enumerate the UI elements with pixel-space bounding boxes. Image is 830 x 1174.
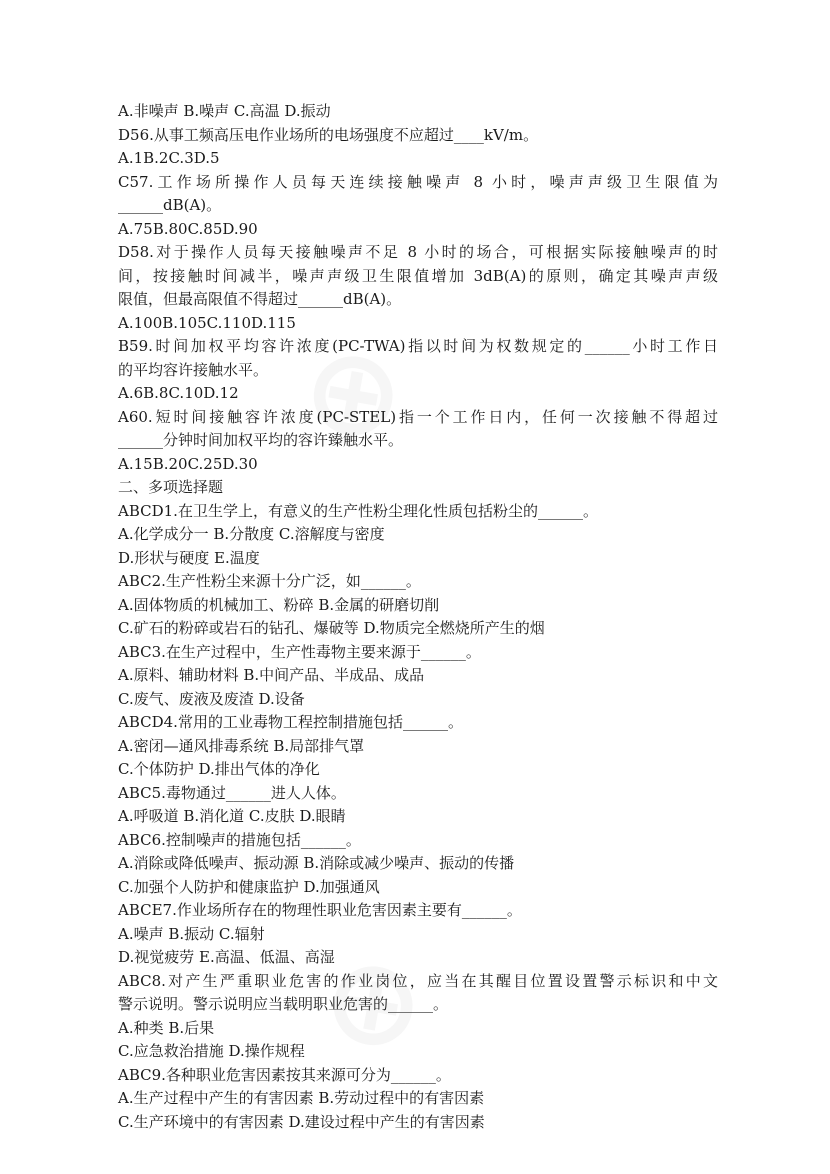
text-line: A.种类 B.后果 bbox=[118, 1018, 215, 1037]
text-line: ABCD1.在卫生学上，有意义的生产性粉尘理化性质包括粉尘的______。 bbox=[118, 501, 598, 520]
text-line: ABC6.控制噪声的措施包括______。 bbox=[118, 830, 361, 849]
text-line: ______分钟时间加权平均的容许臻触水平。 bbox=[118, 431, 404, 449]
text-line: D.视觉疲劳 E.高温、低温、高湿 bbox=[118, 948, 335, 966]
text-line: C.生产环境中的有害因素 D.建设过程中产生的有害因素 bbox=[118, 1112, 485, 1131]
text-line: A.原料、辅助材料 B.中间产品、半成品、成品 bbox=[118, 666, 425, 684]
text-line: D56.从事工频高压电作业场所的电场强度不应超过____kV/m。 bbox=[118, 125, 539, 144]
text-line: B59.时间加权平均容许浓度(PC-TWA)指以时间为权数规定的______小时工作日 bbox=[118, 337, 718, 355]
text-line: ABCD4.常用的工业毒物工程控制措施包括______。 bbox=[118, 713, 463, 731]
text-line: A.15B.20C.25D.30 bbox=[118, 454, 258, 473]
text-line: 限值，但最高限值不得超过______dB(A)。 bbox=[118, 290, 402, 308]
text-line: ABC9.各种职业危害因素按其来源可分为______。 bbox=[118, 1065, 451, 1084]
text-line: 二、多项选择题 bbox=[118, 478, 224, 496]
text-line: D.形状与硬度 E.温度 bbox=[118, 548, 260, 567]
text-line: D58.对于操作人员每天接触噪声不足 8 小时的场合，可根据实际接触噪声的时 bbox=[118, 243, 718, 261]
text-line: A60.短时间接触容许浓度(PC-STEL)指一个工作日内，任何一次接触不得超过 bbox=[118, 407, 718, 426]
text-line: A.1B.2C.3D.5 bbox=[118, 149, 220, 167]
text-line: A.呼吸道 B.消化道 C.皮肤 D.眼睛 bbox=[118, 807, 346, 825]
text-line: A.75B.80C.85D.90 bbox=[118, 219, 258, 238]
text-line: C.加强个人防护和健康监护 D.加强通风 bbox=[118, 877, 380, 896]
text-line: C.矿石的粉碎或岩石的钻孔、爆破等 D.物质完全燃烧所产生的烟 bbox=[118, 619, 545, 637]
text-line: A.生产过程中产生的有害因素 B.劳动过程中的有害因素 bbox=[118, 1089, 485, 1107]
text-line: A.固体物质的机械加工、粉碎 B.金属的研磨切削 bbox=[118, 595, 440, 614]
text-line: A.100B.105C.110D.115 bbox=[118, 313, 296, 332]
text-line: A.密闭—通风排毒系统 B.局部排气罩 bbox=[118, 736, 365, 755]
text-line: 间，按接触时间减半，噪声声级卫生限值增加 3dB(A)的原则，确定其噪声声级 bbox=[118, 266, 718, 285]
text-line: A.消除或降低噪声、振动源 B.消除或减少噪声、振动的传播 bbox=[118, 854, 515, 872]
text-line: C57.工作场所操作人员每天连续接触噪声 8 小时，噪声声级卫生限值为 bbox=[118, 172, 718, 191]
text-line: C.应急救治措施 D.操作规程 bbox=[118, 1042, 305, 1060]
text-line: A.噪声 B.振动 C.辐射 bbox=[118, 924, 265, 943]
text-line: ABC8.对产生严重职业危害的作业岗位，应当在其醒目位置设置警示标识和中文 bbox=[118, 971, 718, 990]
text-line: ABC2.生产性粉尘来源十分广泛，如______。 bbox=[118, 572, 421, 590]
text-line: A.化学成分一 B.分散度 C.溶解度与密度 bbox=[118, 525, 385, 543]
text-line: 警示说明。警示说明应当载明职业危害的______。 bbox=[118, 995, 449, 1013]
text-line: C.废气、废液及废渣 D.设备 bbox=[118, 689, 305, 708]
text-line: A.非噪声 B.噪声 C.高温 D.振动 bbox=[118, 102, 331, 120]
text-line: ABCE7.作业场所存在的物理性职业危害因素主要有______。 bbox=[118, 901, 522, 919]
text-line: C.个体防护 D.排出气体的净化 bbox=[118, 760, 320, 778]
text-line: ABC3.在生产过程中，生产性毒物主要来源于______。 bbox=[118, 642, 481, 661]
text-line: 的平均容许接触水平。 bbox=[118, 360, 269, 379]
text-line: ABC5.毒物通过______进人人体。 bbox=[118, 783, 346, 802]
text-line: ______dB(A)。 bbox=[118, 196, 222, 214]
text-line: A.6B.8C.10D.12 bbox=[118, 384, 239, 402]
document-body bbox=[118, 100, 718, 1134]
